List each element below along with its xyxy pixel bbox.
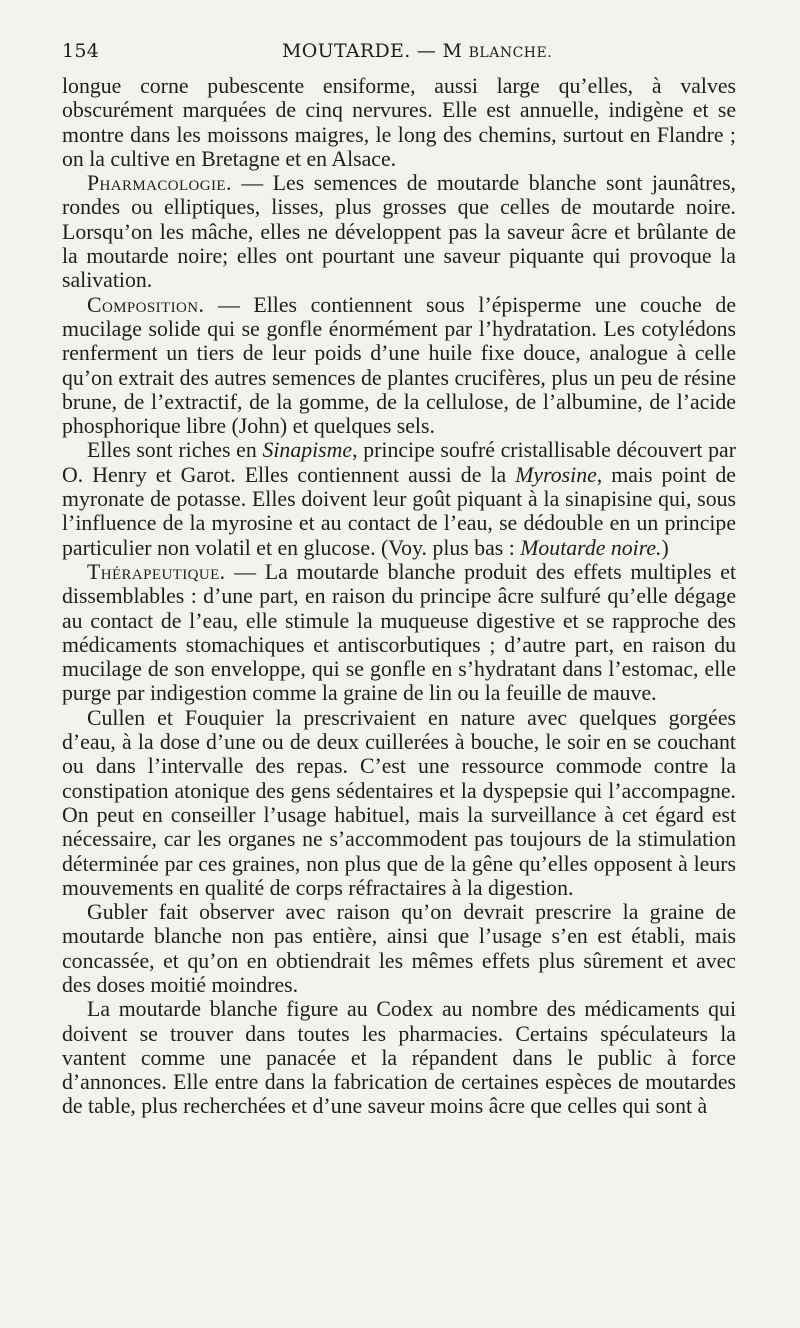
- page-number: 154: [62, 40, 100, 62]
- section-heading-composition: Composition.: [87, 292, 205, 317]
- paragraph-gubler: Gubler fait observer avec raison qu’on devrait prescrire la graine de moutarde blanche non pas entière, ainsi que l’usage s’en est établi, mais concassée, et qu’on en obtiendrait les mêmes effets plus sûrement et avec des doses moitié moindres.: [62, 900, 736, 997]
- paragraph-sinapisme: Elles sont riches en Sinapisme, principe soufré cristallisable découvert par O. Henry et Garot. Elles contiennent aussi de la Myrosine, mais point de myronate de potasse. Elles doivent leur goût piquant à la sinapisine qui, sous l’influence de la myrosine et au contact de l’eau, se dédouble en un principe particulier non volatil et en glucose. (Voy. plus bas : Moutarde noire.): [62, 438, 736, 560]
- paragraph-cullen-fouquier: Cullen et Fouquier la prescrivaient en nature avec quelques gorgées d’eau, à la dose d’une ou de deux cuillerées à bouche, le soir en se couchant ou dans l’intervalle des repas. C’est une ressource commode contre la constipation atonique des gens sédentaires et la dyspepsie qui l’accompagne. On peut en conseiller l’usage habituel, mais la surveillance à cet égard est nécessaire, car les organes ne s’accommodent pas toujours de la stimulation déterminée par ces graines, non plus que de la gêne qu’elles opposent à leurs mouvements en qualité de corps réfractaires à la digestion.: [62, 705, 736, 900]
- running-title-main: MOUTARDE. — M: [282, 40, 463, 62]
- cross-reference-moutarde-noire: Moutarde noire.: [520, 535, 662, 560]
- running-header: [62, 40, 736, 74]
- body-text: [62, 74, 736, 1119]
- term-myrosine: Myrosine: [515, 462, 597, 487]
- paragraph-pharmacologie: Pharmacologie. — Les semences de moutarde blanche sont jaunâtres, rondes ou elliptiques, lisses, plus grosses que celles de moutarde noire. Lorsqu’on les mâche, elles ne développent pas la saveur âcre et brûlante de la moutarde noire; elles ont pourtant une saveur piquante qui provoque la salivation.: [62, 171, 736, 293]
- paragraph-composition: Composition. — Elles contiennent sous l’épisperme une couche de mucilage solide qui se gonfle énormément par l’hydratation. Les cotylédons renferment un tiers de leur poids d’une huile fixe douce, analogue à celle qu’on extrait des autres semences de plantes crucifères, plus un peu de résine brune, de l’extractif, de la gomme, de la cellulose, de l’albumine, de l’acide phosphorique libre (John) et quelques sels.: [62, 292, 736, 439]
- paragraph-description-continued: longue corne pubescente ensiforme, aussi large qu’elles, à valves obscurément marquées de cinq nervures. Elle est annuelle, indigène et se montre dans les moissons maigres, le long des chemins, surtout en Flandre ; on la cultive en Bretagne et en Alsace.: [62, 74, 736, 171]
- section-heading-therapeutique: Thérapeutique.: [87, 559, 226, 584]
- paragraph-codex: La moutarde blanche figure au Codex au nombre des médicaments qui doivent se trouver dans toutes les pharmacies. Certains spéculateurs la vantent comme une panacée et la répandent dans le public à force d’annonces. Elle entre dans la fabrication de certaines espèces de moutardes de table, plus recherchées et d’une saveur moins âcre que celles qui sont à: [62, 997, 736, 1119]
- running-title: [282, 40, 552, 62]
- term-sinapisme: Sinapisme: [262, 438, 353, 463]
- book-page: [62, 40, 736, 1119]
- running-title-small: BLANCHE.: [468, 45, 553, 61]
- paragraph-therapeutique: Thérapeutique. — La moutarde blanche produit des effets multiples et dissemblables : d’une part, en raison du principe âcre sulfuré qu’elle dégage au contact de l’eau, elle stimule la muqueuse digestive et se rapproche des médicaments stomachiques et antiscorbutiques ; d’autre part, en raison du mucilage de son enveloppe, qui se gonfle en s’hydratant dans l’estomac, elle purge par indigestion comme la graine de lin ou la feuille de mauve.: [62, 559, 736, 706]
- section-heading-pharmacologie: Pharmacologie.: [87, 171, 232, 196]
